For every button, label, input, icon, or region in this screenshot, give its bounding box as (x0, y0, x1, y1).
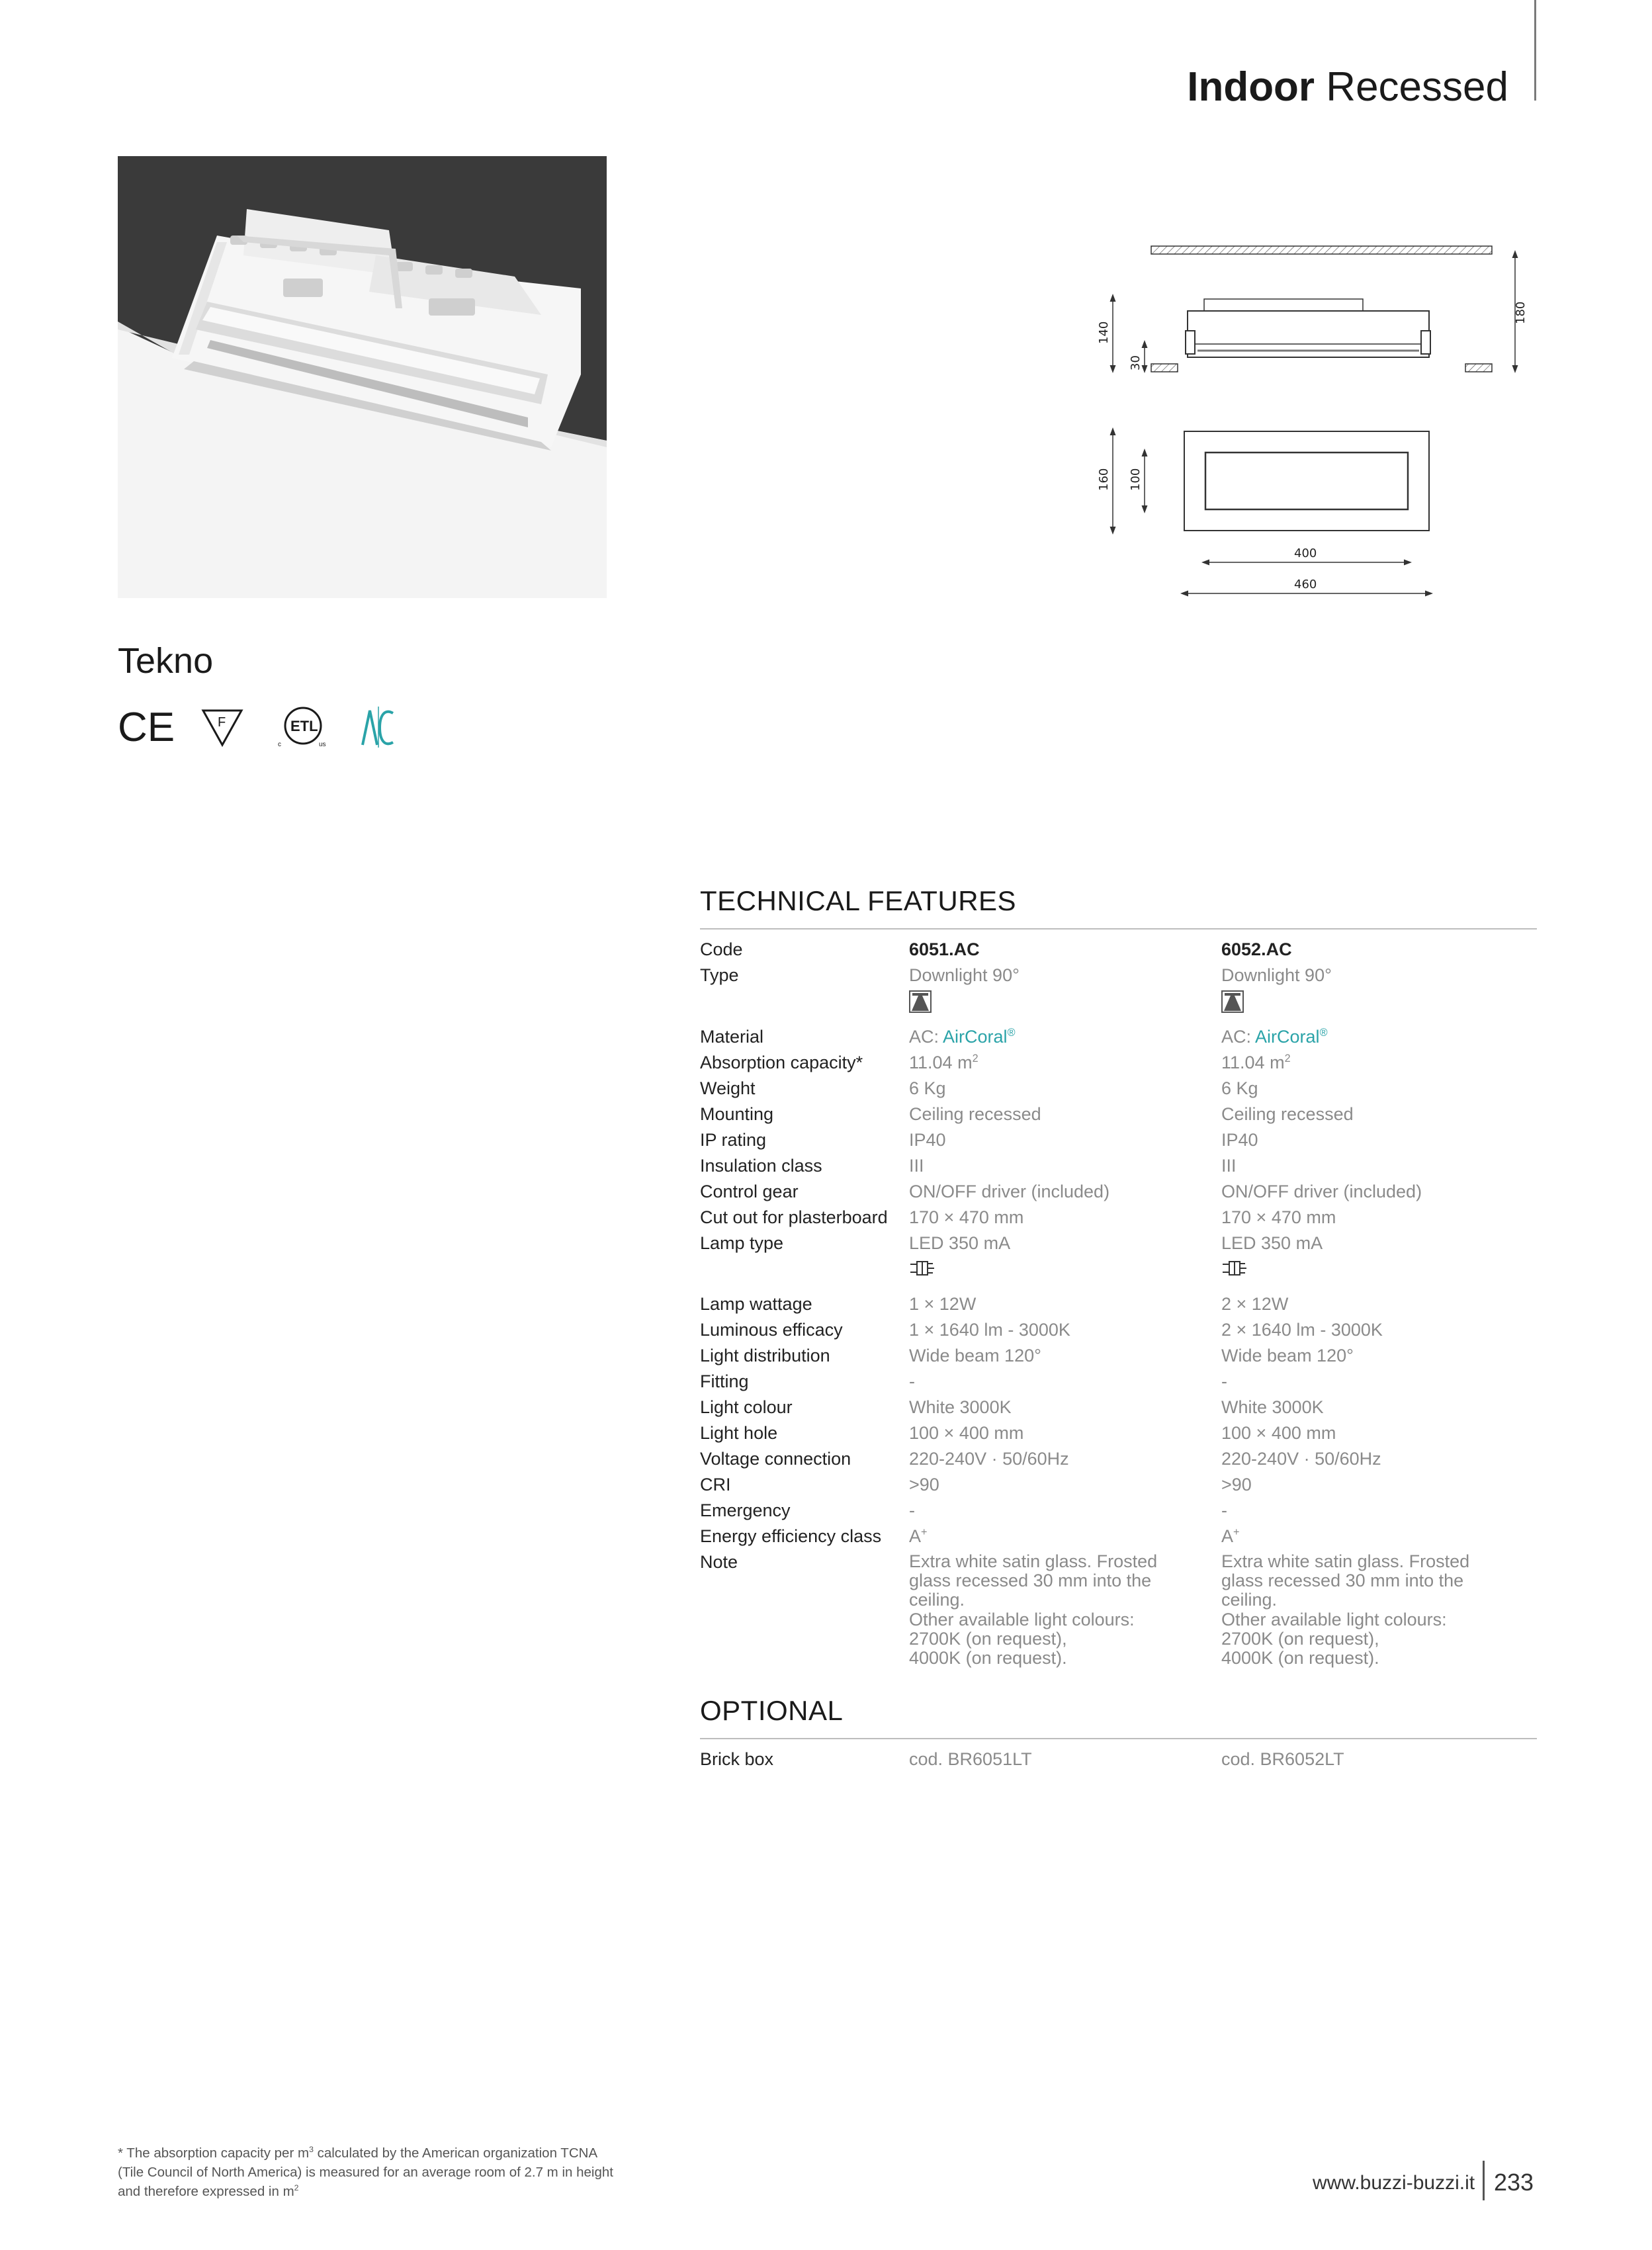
spec-value-6051: 1 × 12W (909, 1294, 977, 1314)
spec-value-6051: Wide beam 120° (909, 1346, 1041, 1365)
spec-label: Absorption capacity* (700, 1053, 863, 1072)
downlight-icon (1221, 990, 1244, 1013)
led-lamp-icon (909, 1257, 935, 1279)
spec-value-6052: 170 × 470 mm (1221, 1207, 1336, 1227)
etl-mark-c: c (278, 741, 281, 748)
spec-value-6052: Downlight 90° (1221, 965, 1332, 985)
spec-label: Emergency (700, 1500, 791, 1520)
spec-value-6051: IP40 (909, 1130, 946, 1150)
led-lamp-icon (1221, 1257, 1248, 1279)
spec-label: IP rating (700, 1130, 767, 1150)
spec-label: Voltage connection (700, 1449, 851, 1469)
spec-value-6051: Downlight 90° (909, 965, 1020, 985)
spec-value-6052: 100 × 400 mm (1221, 1423, 1336, 1443)
product-name: Tekno (118, 641, 214, 681)
spec-label: Light distribution (700, 1346, 830, 1365)
spec-value-6052: - (1221, 1500, 1227, 1520)
spec-value-6051: White 3000K (909, 1397, 1012, 1417)
spec-value-6051: LED 350 mA (909, 1233, 1011, 1253)
spec-value-6051: III (909, 1156, 924, 1176)
spec-label: Note (700, 1552, 738, 1572)
spec-value-6051: ON/OFF driver (included) (909, 1182, 1110, 1201)
spec-value-6052: >90 (1221, 1475, 1252, 1494)
spec-value-6052: - (1221, 1371, 1227, 1391)
spec-value-6051: - (909, 1500, 915, 1520)
optional-title: OPTIONAL (700, 1695, 844, 1726)
spec-label: Material (700, 1027, 764, 1047)
section-divider (700, 1738, 1537, 1739)
spec-value-6051: 6 Kg (909, 1078, 946, 1098)
header-divider (1534, 0, 1536, 101)
other-colours-6051: Other available light colours: 2700K (on request), 4000K (on request). (909, 1610, 1135, 1668)
ce-mark-text: CE (118, 705, 175, 750)
spec-value-6052: 2 × 1640 lm - 3000K (1221, 1320, 1383, 1340)
dim-30: 30 (1129, 355, 1143, 370)
spec-value-6052: A+ (1221, 1526, 1240, 1546)
spec-value-6051: Extra white satin glass. Frosted glass recessed 30 mm into the ceiling. (909, 1551, 1158, 1610)
spec-value-6051: 170 × 470 mm (909, 1207, 1024, 1227)
dim-140: 140 (1097, 321, 1111, 344)
spec-label: Cut out for plasterboard (700, 1207, 888, 1227)
dim-160: 160 (1097, 468, 1111, 491)
spec-label: Control gear (700, 1182, 799, 1201)
spec-label: Weight (700, 1078, 756, 1098)
aircoral-link: AirCoral (1255, 1027, 1320, 1047)
spec-label: Code (700, 939, 743, 959)
etl-mark-text: ETL (290, 718, 318, 734)
downlight-icon (909, 990, 932, 1013)
technical-features-title: TECHNICAL FEATURES (700, 885, 1017, 916)
spec-label: Light colour (700, 1397, 793, 1417)
spec-value-6052: Extra white satin glass. Frosted glass recessed 30 mm into the ceiling. (1221, 1551, 1470, 1610)
other-colours-6052: Other available light colours: 2700K (on request), 4000K (on request). (1221, 1610, 1447, 1668)
aircoral-link: AirCoral (943, 1027, 1008, 1047)
spec-label: Energy efficiency class (700, 1526, 882, 1546)
spec-value-6052: 6052.AC (1221, 939, 1292, 959)
spec-label: Fitting (700, 1371, 749, 1391)
category-bold: Indoor (1187, 64, 1315, 110)
f-mark-text: F (218, 715, 226, 730)
ce-mark-icon (118, 704, 175, 750)
spec-value-6051: 11.04 $m^2$ (909, 1053, 978, 1072)
product-photo (118, 156, 607, 598)
spec-label: Luminous efficacy (700, 1320, 843, 1340)
spec-value-6051: AC: AirCoral® (909, 1027, 1016, 1047)
page-number-divider (1483, 2161, 1485, 2200)
spec-label: Light hole (700, 1423, 778, 1443)
spec-label: CRI (700, 1475, 731, 1494)
dim-400: 400 (1294, 546, 1317, 560)
f-mark-icon (200, 704, 244, 750)
spec-value-6051: A+ (909, 1526, 928, 1546)
spec-value-6051: 220-240V · 50/60Hz (909, 1449, 1069, 1469)
spec-value-6051: 100 × 400 mm (909, 1423, 1024, 1443)
dim-460: 460 (1294, 578, 1317, 591)
section-divider (700, 928, 1537, 930)
spec-value-6052: 6 Kg (1221, 1078, 1258, 1098)
etl-mark-us: us (319, 741, 326, 748)
spec-value-6051: - (909, 1371, 915, 1391)
page-category-title (1187, 64, 1508, 110)
spec-value-6051: 6051.AC (909, 939, 980, 959)
spec-label: Insulation class (700, 1156, 822, 1176)
dim-100: 100 (1129, 468, 1143, 491)
spec-value-6052: 11.04 $m^2$ (1221, 1053, 1291, 1072)
spec-value-6051: 1 × 1640 lm - 3000K (909, 1320, 1070, 1340)
website-link[interactable]: www.buzzi-buzzi.it (1313, 2172, 1475, 2194)
spec-value-6052: Wide beam 120° (1221, 1346, 1354, 1365)
spec-value-6052: AC: AirCoral® (1221, 1027, 1328, 1047)
spec-label: Lamp type (700, 1233, 784, 1253)
spec-value-6052: ON/OFF driver (included) (1221, 1182, 1422, 1201)
aircoral-ac-icon (360, 704, 397, 750)
spec-label: Type (700, 965, 739, 985)
etl-listed-icon (278, 704, 328, 750)
dim-180: 180 (1514, 301, 1528, 324)
spec-value-6052: 2 × 12W (1221, 1294, 1289, 1314)
spec-value-6052: White 3000K (1221, 1397, 1324, 1417)
spec-label: Lamp wattage (700, 1294, 812, 1314)
page-number: 233 (1494, 2169, 1534, 2196)
spec-label: Brick box (700, 1749, 774, 1769)
spec-label: Mounting (700, 1104, 774, 1124)
spec-value-6052: 220-240V · 50/60Hz (1221, 1449, 1381, 1469)
spec-value-6051: >90 (909, 1475, 939, 1494)
spec-value-6051: cod. BR6051LT (909, 1749, 1032, 1769)
spec-value-6052: Ceiling recessed (1221, 1104, 1354, 1124)
technical-drawing (1085, 238, 1528, 602)
category-light: Recessed (1326, 64, 1508, 110)
spec-value-6052: cod. BR6052LT (1221, 1749, 1344, 1769)
spec-value-6052: IP40 (1221, 1130, 1258, 1150)
spec-value-6052: III (1221, 1156, 1237, 1176)
spec-value-6051: Ceiling recessed (909, 1104, 1041, 1124)
spec-value-6052: LED 350 mA (1221, 1233, 1323, 1253)
footnote: * The absorption capacity per $m^3$ calculated by the American organization TCNA (Tile Council of North America) is measured for an average room of 2.7 m in height and therefore expressed in $m^2$ (118, 2145, 613, 2199)
